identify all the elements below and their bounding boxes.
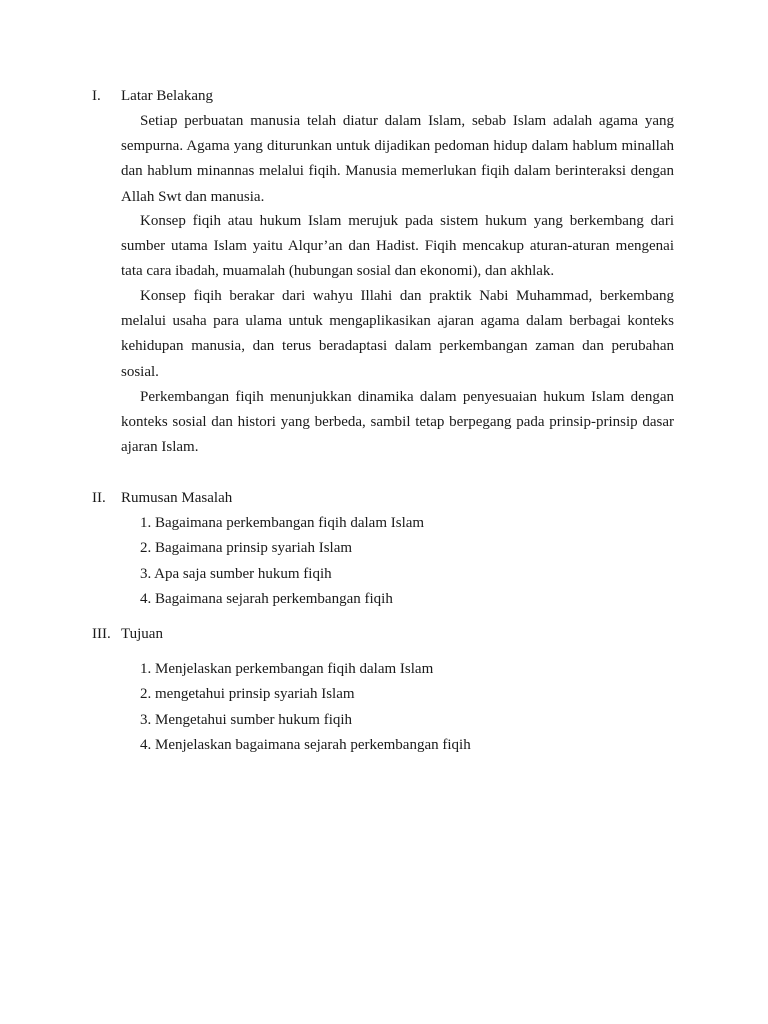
section-number: III. (92, 626, 111, 642)
list-item: 1. Bagaimana perkembangan fiqih dalam Islam (140, 515, 425, 531)
section-number: I. (92, 88, 101, 104)
list-item: 3. Mengetahui sumber hukum fiqih (140, 711, 353, 728)
paragraph: Setiap perbuatan manusia telah diatur dalam Islam, sebab Islam adalah agama yang sempurna. Agama yang diturunkan untuk dijadikan pedoman hidup dalam hablum minallah dan hablum minannas melalui fiqih. Manusia memerlukan fiqih dalam berinteraksi dengan Allah Swt dan manusia. (121, 113, 674, 205)
section-title: Tujuan (121, 626, 163, 642)
list-item: 1. Menjelaskan perkembangan fiqih dalam Islam (140, 661, 434, 677)
list-item: 4. Bagaimana sejarah perkembangan fiqih (140, 591, 393, 608)
numbered-list (140, 659, 471, 761)
section-title: Latar Belakang (121, 88, 214, 104)
section-number: II. (92, 490, 106, 506)
list-item: 4. Menjelaskan bagaimana sejarah perkembangan fiqih (140, 737, 471, 754)
section-title: Rumusan Masalah (121, 490, 233, 506)
list-item: 3. Apa saja sumber hukum fiqih (140, 565, 332, 582)
list-item: 2. Bagaimana prinsip syariah Islam (140, 540, 353, 557)
numbered-list (140, 513, 424, 615)
paragraph: Perkembangan fiqih menunjukkan dinamika dalam penyesuaian hukum Islam dengan konteks sosial dan histori yang berbeda, sambil tetap berpegang pada prinsip-prinsip dasar ajaran Islam. (121, 389, 674, 456)
paragraph: Konsep fiqih atau hukum Islam merujuk pada sistem hukum yang berkembang dari sumber utama Islam yaitu Alqur’an dan Hadist. Fiqih mencakup aturan-aturan mengenai tata cara ibadah, muamalah (hubungan sosial dan ekonomi), dan akhlak. (121, 213, 674, 280)
paragraph: Konsep fiqih berakar dari wahyu Illahi dan praktik Nabi Muhammad, berkembang melalui usaha para ulama untuk mengaplikasikan ajaran agama dalam berbagai konteks kehidupan manusia, dan terus beradaptasi dalam perkembangan zaman dan perubahan sosial. (121, 288, 674, 380)
list-item: 2. mengetahui prinsip syariah Islam (140, 686, 355, 703)
